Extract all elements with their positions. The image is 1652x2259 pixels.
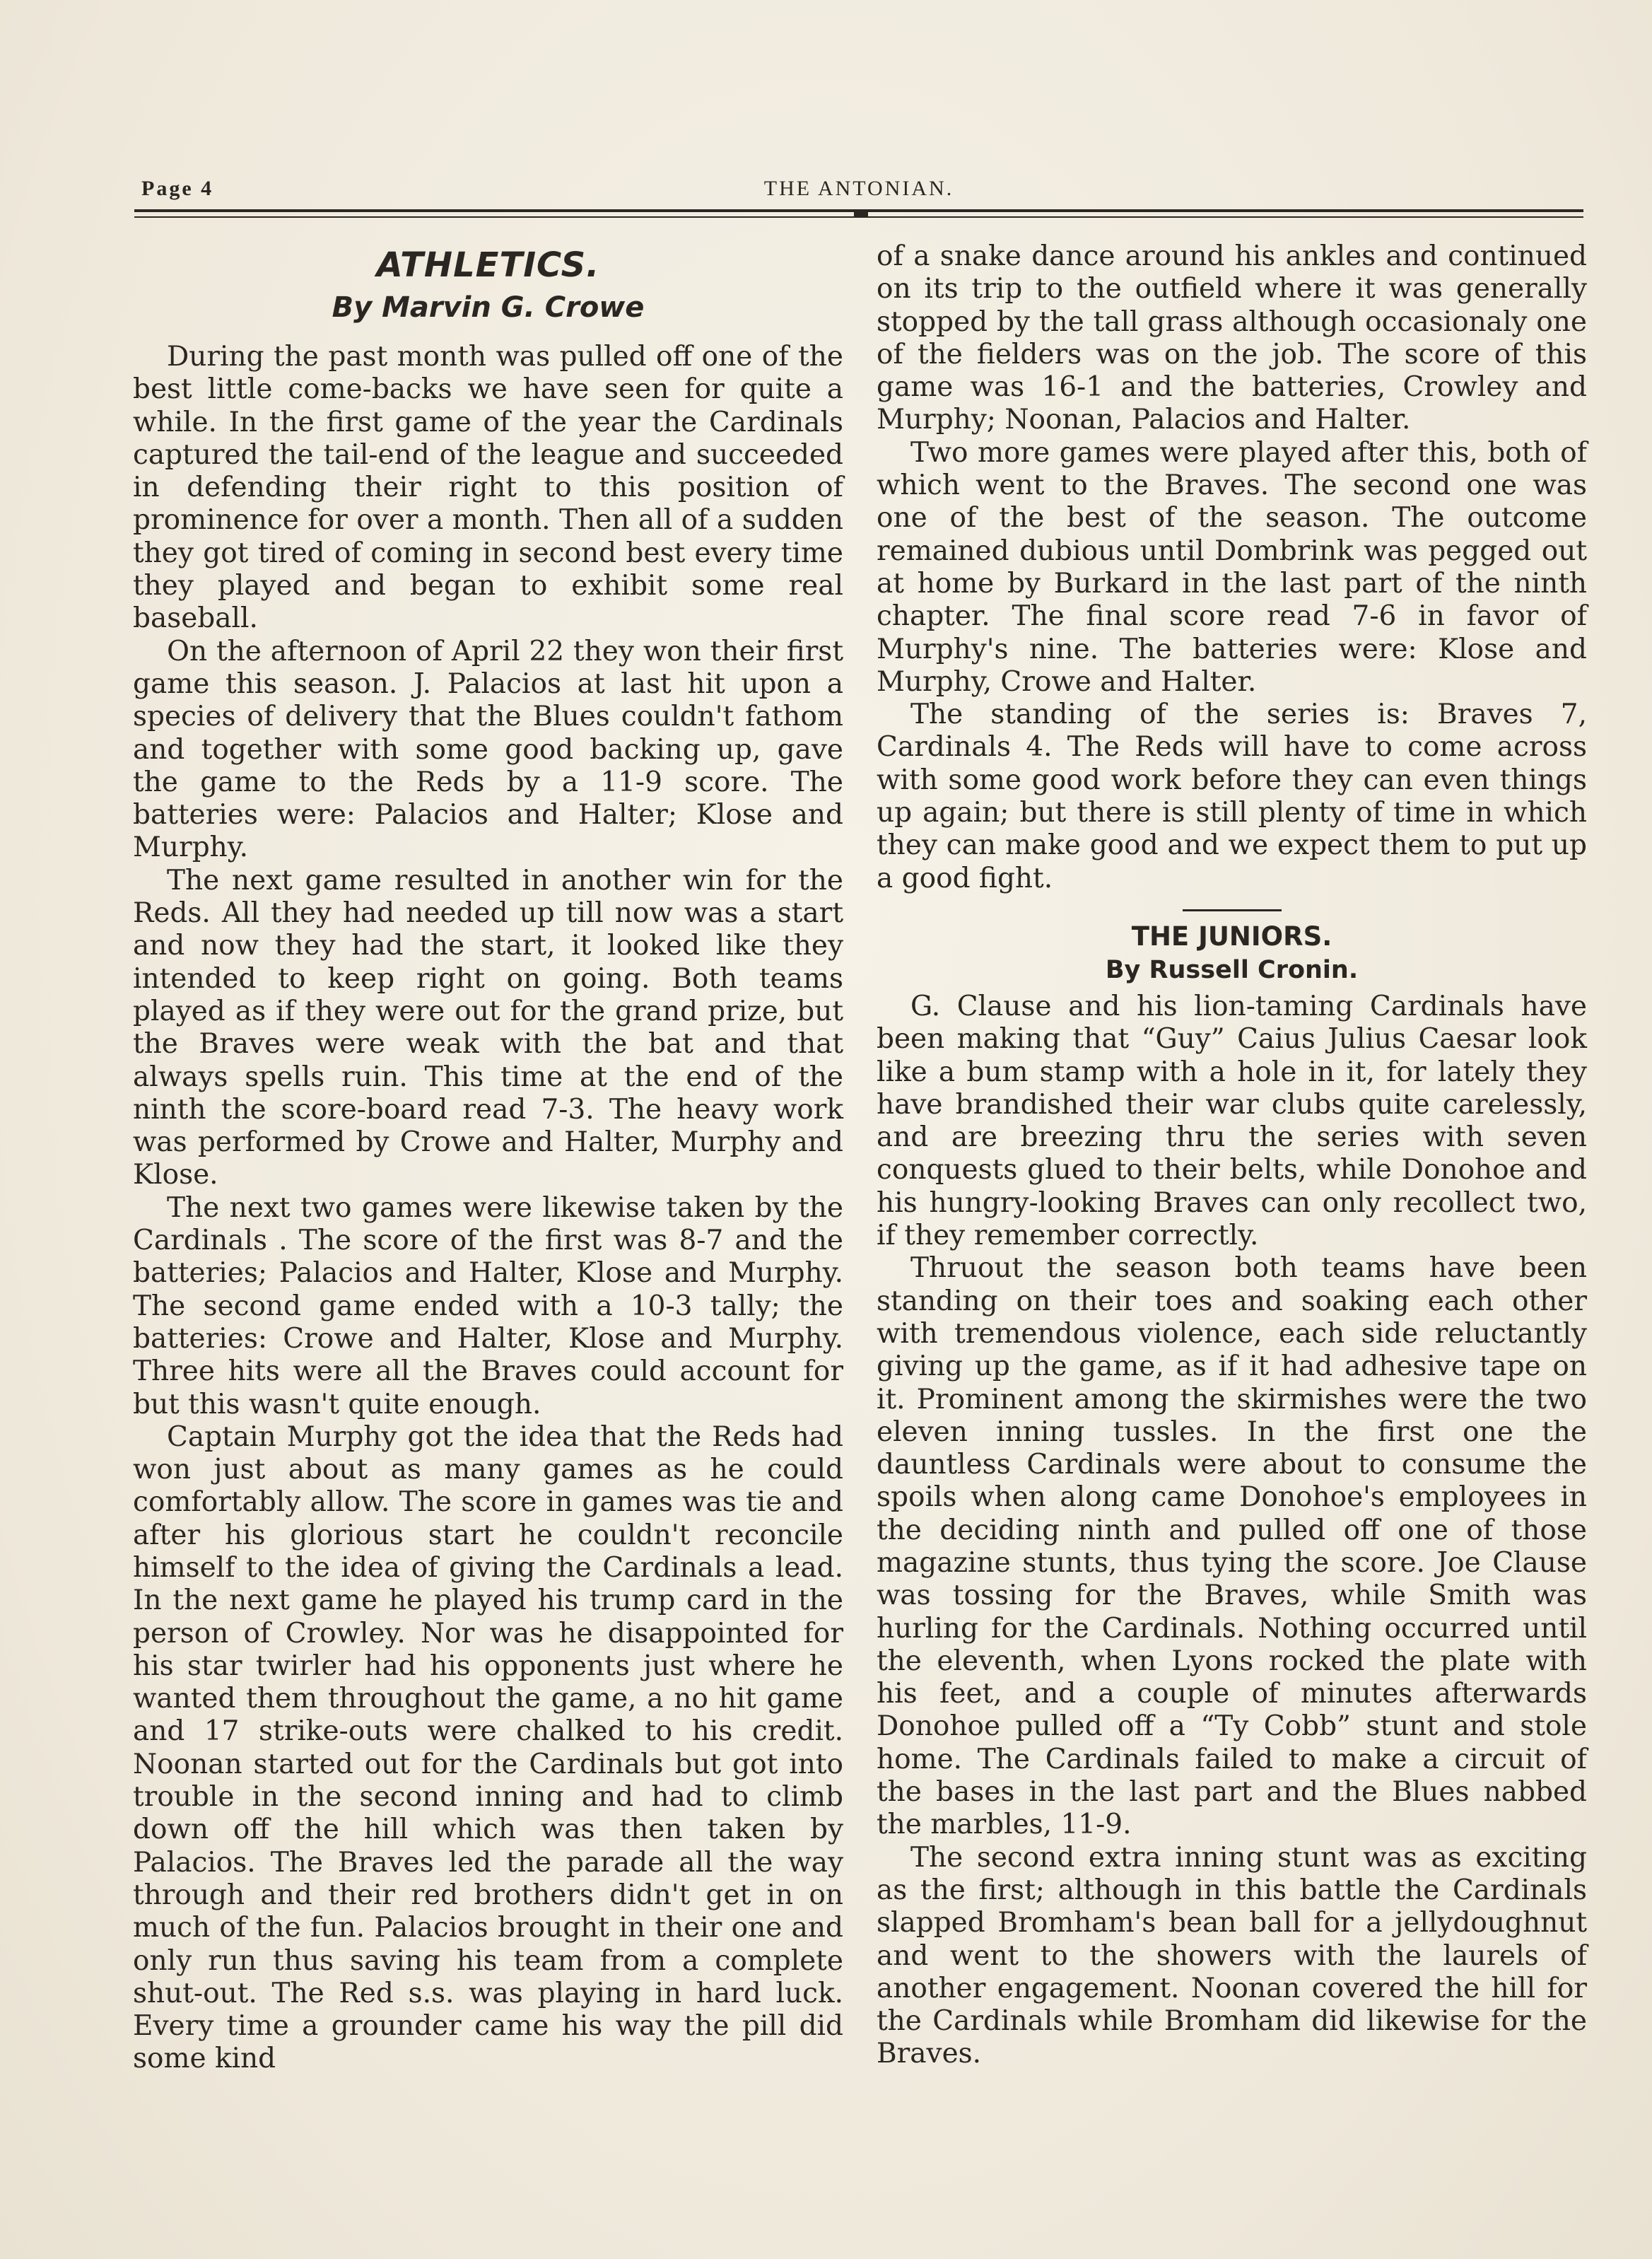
right-column [877, 240, 1587, 2071]
athletics-paragraph: The next two games were likewise taken by the Cardinals . The score of the first was 8-7 and the batteries; Palacios and Halter, Klose and Murphy. The second game ended with a 10-3 tally; the batteries: Crowe and Halter, Klose and Murphy. Three hits were all the Braves could account for but this wasn't quite enough. [133, 1191, 843, 1420]
publication-title: THE ANTONIAN. [763, 177, 954, 200]
athletics-paragraph: Two more games were played after this, both of which went to the Braves. The second one was one of the best of the season. The outcome remained dubious until Dombrink was pegged out at home by Burkard in the last part of the ninth chapter. The final score read 7-6 in favor of Murphy's nine. The batteries were: Klose and Murphy, Crowe and Halter. [877, 436, 1587, 698]
juniors-paragraph: The second extra inning stunt was as exciting as the first; although in this battle the Cardinals slapped Bromham's bean ball for a jellydoughnut and went to the showers with the laurels of another engagement. Noonan covered the hill for the Cardinals while Bromham did likewise for the Braves. [877, 1841, 1587, 2070]
section-divider [1183, 909, 1282, 911]
athletics-paragraph: The next game resulted in another win for the Reds. All they had needed up till now was a start and now they had the start, it looked like they intended to keep right on going. Both teams played as if they were out for the grand prize, but the Braves were weak with the bat and that always spells ruin. This time at the end of the ninth the score-board read 7-3. The heavy work was performed by Crowe and Halter, Murphy and Klose. [133, 864, 843, 1191]
athletics-paragraph: During the past month was pulled off one of the best little come-backs we have seen for quite a while. In the first game of the year the Cardinals captured the tail-end of the league and succeeded in defending their right to this position of prominence for over a month. Then all of a sudden they got tired of coming in second best every time they played and began to exhibit some real baseball. [133, 341, 843, 635]
athletics-title: ATHLETICS. [376, 245, 600, 285]
juniors-paragraph: G. Clause and his lion-taming Cardinals have been making that “Guy” Caius Julius Caesar look like a bum stamp with a hole in it, for lately they have brandished their war clubs quite carelessly, and are breezing thru the series with seven conquests glued to their belts, while Donohoe and his hungry-looking Braves can only recollect two, if they remember correctly. [877, 990, 1587, 1252]
athletics-paragraph: The standing of the series is: Braves 7, Cardinals 4. The Reds will have to come across with some good work before they can even things up again; but there is still plenty of time in which they can make good and we expect them to put up a good fight. [877, 699, 1587, 894]
page-number: Page 4 [141, 177, 214, 200]
left-column [133, 240, 843, 2076]
page-header [134, 177, 1583, 202]
athletics-paragraph-continued: of a snake dance around his ankles and continued on its trip to the outfield where it was generally stopped by the tall grass although occasionaly one of the fielders was on the job. The score of this game was 16-1 and the batteries, Crowley and Murphy; Noonan, Palacios and Halter. [877, 240, 1587, 436]
juniors-paragraph: Thruout the season both teams have been standing on their toes and soaking each other with tremendous violence, each side reluctantly giving up the game, as if it had adhesive tape on it. Prominent among the skirmishes were the two eleven inning tussles. In the first one the dauntless Cardinals were about to consume the spoils when along came Donohoe's employees in the deciding ninth and pulled off one of those magazine stunts, thus tying the score. Joe Clause was tossing for the Braves, while Smith was hurling for the Cardinals. Nothing occurred until the eleventh, when Lyons rocked the plate with his feet, and a couple of minutes afterwards Donohoe pulled off a “Ty Cobb” stunt and stole home. The Cardinals failed to make a circuit of the bases in the last part and the Blues nabbed the marbles, 11-9. [877, 1252, 1587, 1841]
athletics-paragraph: On the afternoon of April 22 they won their first game this season. J. Palacios at last hit upon a species of delivery that the Blues couldn't fathom and together with some good backing up, gave the game to the Reds by a 11-9 score. The batteries were: Palacios and Halter; Klose and Murphy. [133, 635, 843, 864]
juniors-title: THE JUNIORS. [1131, 921, 1332, 952]
athletics-paragraph: Captain Murphy got the idea that the Reds had won just about as many games as he could comfortably allow. The score in games was tie and after his glorious start he couldn't reconcile himself to the idea of giving the Cardinals a lead. In the next game he played his trump card in the person of Crowley. Nor was he disappointed for his star twirler had his opponents just where he wanted them throughout the game, a no hit game and 17 strike-outs were chalked to his credit. Noonan started out for the Cardinals but got into trouble in the second inning and had to climb down off the hill which was then taken by Palacios. The Braves led the parade all the way through and their red brothers didn't get in on much of the fun. Palacios brought in their one and only run thus saving his team from a complete shut-out. The Red s.s. was playing in hard luck. Every time a grounder came his way the pill did some kind [133, 1420, 843, 2075]
header-rule-ornament [854, 209, 868, 218]
juniors-byline: By Russell Cronin. [1105, 955, 1359, 984]
athletics-byline: By Marvin G. Crowe [332, 291, 645, 324]
